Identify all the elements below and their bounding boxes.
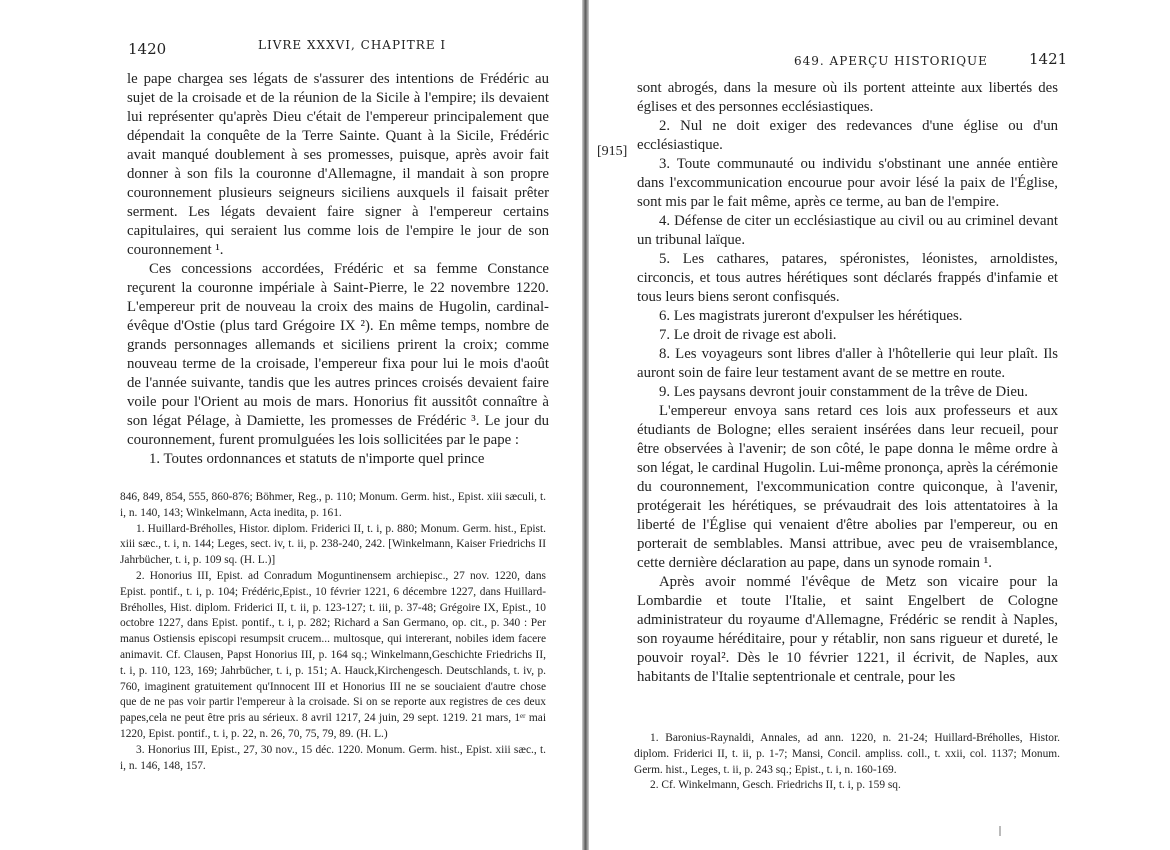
right-body-text <box>637 79 1058 687</box>
right-page-number: 1421 <box>1029 50 1068 68</box>
right-paragraph-2: 2. Nul ne doit exiger des redevances d'une église ou d'un ecclésiastique. <box>637 118 1058 153</box>
right-running-head: 649. APERÇU HISTORIQUE <box>794 54 988 68</box>
left-running-head: LIVRE XXXVI, CHAPITRE I <box>258 38 447 52</box>
left-page <box>0 0 582 850</box>
left-footnotes <box>120 490 546 774</box>
right-paragraph-4: 4. Défense de citer un ecclésiastique au civil ou au criminel devant un tribunal laïque. <box>637 213 1058 248</box>
right-footnote-1: 1. Baronius-Raynaldi, Annales, ad ann. 1220, n. 21-24; Huillard-Bréholles, Histor. diplom. Friderici II, t. ii, p. 1-7; Mansi, Concil. ampliss. coll., t. xxii, col. 1137; Monum. Germ. hist., Leges, t. ii, p. 243 sq.; Epist., t. i, n. 160-169. <box>634 732 1060 776</box>
left-paragraph-1: le pape chargea ses légats de s'assurer des intentions de Frédéric au sujet de la croisade et de la réunion de la Sicile à l'empire; ils devaient lui représenter qu'après Dieu c'était de l'empereur principalement que dépendait la conquête de la Terre Sainte. Quant à la Sicile, Frédéric avait manqué doublement à ses promesses, puisque, après avoir fait donner à son fils la couronne d'Allemagne, il mandait à son propre couronnement plusieurs seigneurs siciliens auxquels il faisait prêter serment. Les légats devaient faire signer à l'empereur certains capitulaires, qui seraient lus comme lois de l'empire le jour de son couronnement ¹. <box>127 71 549 258</box>
book-gutter <box>582 0 589 850</box>
left-body-text <box>127 70 549 469</box>
left-paragraph-3: 1. Toutes ordonnances et statuts de n'importe quel prince <box>149 451 485 467</box>
right-paragraph-8: 8. Les voyageurs sont libres d'aller à l'hôtellerie qui leur plaît. Ils auront soin de faire leur testament avant de se mettre en route. <box>637 346 1058 381</box>
right-footnote-2: 2. Cf. Winkelmann, Gesch. Friedrichs II, t. i, p. 159 sq. <box>650 779 901 792</box>
left-footnote-2: 2. Honorius III, Epist. ad Conradum Moguntinensem archiepisc., 27 nov. 1220, dans Epist. pontif., t. i, p. 104; Frédéric,Epist., 10 février 1221, 6 décembre 1227, dans Huillard-Bréholles, Hist. diplom. Friderici II, t. ii, p. 123-127; t. iii, p. 37-48; Grégoire IX, Epist., 10 octobre 1227, dans Epist. pontif., t. i, p. 282; Richard a San Germano, op. cit., p. 340 : Per manus Ostiensis episcopi resumpsit crucem... multosque, qui intererant, nobiles idem facere animavit. Cf. Clausen, Papst Honorius III, p. 164 sq.; Winkelmann,Geschichte Friedrichs II, t. i, p. 110, 123, 169; Jahrbücher, t. i, p. 151; A. Hauck,Kirchengesch. Deutschlands, t. iv, p. 760, imaginent gratuitement qu'Innocent III et Honorius III ne se souciaient d'autre chose que de ne pas voir partir l'empereur à la croisade. Si on se reporte aux registres de ces deux papes,cela ne peut être pris au sérieux. 8 avril 1217, 24 juin, 29 sept. 1219. 21 mars, 1ᵉʳ mai 1220, Epist. pontif., t. i, p. 22, n. 26, 70, 75, 79, 89. (H. L.) <box>120 569 546 740</box>
right-paragraph-6: 6. Les magistrats jureront d'expulser les hérétiques. <box>659 308 963 324</box>
right-page <box>589 0 1170 850</box>
right-paragraph-7: 7. Le droit de rivage est aboli. <box>659 327 837 343</box>
left-page-number: 1420 <box>128 40 167 58</box>
margin-number: [915] <box>597 144 628 159</box>
right-paragraph-3: 3. Toute communauté ou individu s'obstinant une année entière dans l'excommunication encourue pour avoir lésé la paix de l'Église, sont mis par le fait même, après ce terme, au ban de l'empire. <box>637 156 1058 210</box>
page-speck <box>999 826 1001 836</box>
right-paragraph-1: sont abrogés, dans la mesure où ils portent atteinte aux libertés des églises et des personnes ecclésiastiques. <box>637 80 1058 115</box>
left-paragraph-2: Ces concessions accordées, Frédéric et sa femme Constance reçurent la couronne impériale à Saint-Pierre, le 22 novembre 1220. L'empereur prit de nouveau la croix des mains de Hugolin, cardinal-évêque d'Ostie (plus tard Grégoire IX ²). En même temps, nombre de grands personnages allemands et siciliens prirent la croix; comme nouveau terme de la croisade, l'empereur fixa pour lui le mois d'août de l'année suivante, tandis que les autres princes croisés devaient faire voile pour l'Orient au mois de mars. Honorius fit aussitôt connaître à son légat Pélage, à Damiette, les promesses de Frédéric ³. Le jour du couronnement, furent promulguées les lois sollicitées par le pape : <box>127 261 549 448</box>
left-footnote-1: 1. Huillard-Bréholles, Histor. diplom. Friderici II, t. i, p. 880; Monum. Germ. hist., Epist. xiii sæc., t. i, n. 144; Leges, sect. iv, t. ii, p. 238-240, 242. [Winkelmann, Kaiser Friedrichs II Jahrbücher, t. i, p. 109 sq. (H. L.)] <box>120 522 546 567</box>
left-footnote-3: 3. Honorius III, Epist., 27, 30 nov., 15 déc. 1220. Monum. Germ. hist., Epist. xiii sæc., t. i, n. 146, 148, 157. <box>120 743 546 772</box>
left-footnote-cont: 846, 849, 854, 555, 860-876; Böhmer, Reg., p. 110; Monum. Germ. hist., Epist. xiii sæculi, t. i, n. 140, 143; Winkelmann, Acta inedita, p. 161. <box>120 491 546 519</box>
right-paragraph-10: L'empereur envoya sans retard ces lois aux professeurs et aux étudiants de Bologne; elles seraient insérées dans leur recueil, pour être observées à l'avenir; de son côté, le pape donna le même ordre à son légat, le cardinal Hugolin. Lui-même prononça, après la cérémonie du couronnement, l'excommunication contre quiconque, à l'avenir, protégerait les hérétiques, se prévaudrait des lois attentatoires à la liberté de l'Église qui venaient d'être abolies par l'empereur, ou en porterait de semblables. Mansi attribue, avec peu de vraisemblance, cette dernière déclaration au pape, dans un synode romain ¹. <box>637 403 1058 571</box>
right-paragraph-5: 5. Les cathares, patares, spéronistes, léonistes, arnoldistes, circoncis, et tous autres hérétiques sont déclarés frappés d'infamie et tous leurs biens seront confisqués. <box>637 251 1058 305</box>
right-footnotes <box>634 731 1060 794</box>
right-paragraph-11: Après avoir nommé l'évêque de Metz son vicaire pour la Lombardie et toute l'Italie, et saint Engelbert de Cologne administrateur du royaume d'Allemagne, Frédéric se rendit à Naples, son royaume héréditaire, pour y rétablir, non sans rigueur et dureté, le pouvoir royal². Dès le 10 février 1221, il écrivit, de Naples, aux habitants de l'Italie septentrionale et centrale, pour les <box>637 574 1058 685</box>
right-paragraph-9: 9. Les paysans devront jouir constamment de la trêve de Dieu. <box>659 384 1028 400</box>
